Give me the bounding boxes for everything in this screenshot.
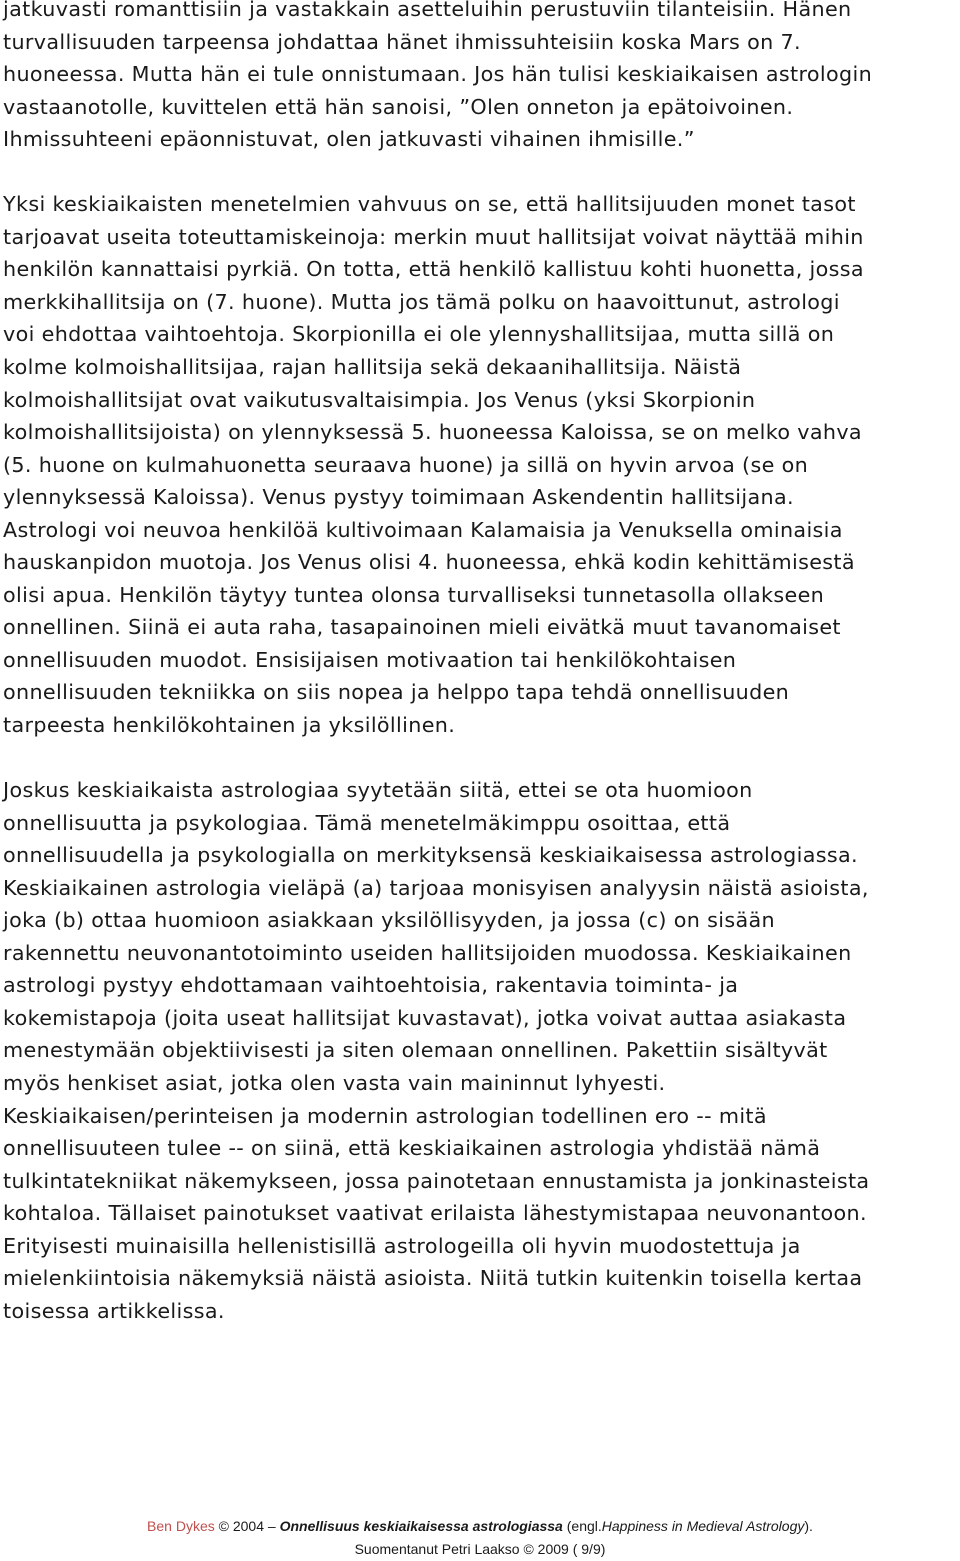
text-line: kolmoishallitsijat ovat vaikutusvaltaisimpia. Jos Venus (yksi Skorpionin: [3, 387, 756, 412]
document-page: [3, 0, 958, 1327]
text-line: joka (b) ottaa huomioon asiakkaan yksilöllisyyden, ja jossa (c) on sisään: [3, 908, 775, 933]
text-line: onnellinen. Siinä ei auta raha, tasapainoinen mieli eivätkä muut tavanomaiset: [3, 615, 841, 640]
page-footer-translator: Suomentanut Petri Laakso © 2009 ( 9/9): [354, 1541, 606, 1557]
text-line: Keskiaikainen astrologia vieläpä (a) tarjoaa monisyisen analyysin näistä asioista,: [3, 875, 869, 900]
text-line: henkilön kannattaisi pyrkiä. On totta, että henkilö kallistuu kohti huonetta, jossa: [3, 257, 864, 282]
text-line: onnellisuudella ja psykologialla on merkityksensä keskiaikaisessa astrologiassa.: [3, 843, 858, 868]
footer-engl-open: (engl.: [566, 1518, 602, 1534]
text-line: kokemistapoja (joita useat hallitsijat kuvastavat), jotka voivat auttaa asiakasta: [3, 1005, 847, 1030]
footer-engl-close: ).: [804, 1518, 813, 1534]
page-footer-citation: [0, 1518, 960, 1534]
footer-title: Onnellisuus keskiaikaisessa astrologiassa: [279, 1518, 563, 1534]
text-line: ylennyksessä Kaloissa). Venus pystyy toimimaan Askendentin hallitsijana.: [3, 485, 794, 510]
text-line: jatkuvasti romanttisiin ja vastakkain asetteluihin perustuviin tilanteisiin. Hänen: [3, 0, 852, 21]
text-line: Yksi keskiaikaisten menetelmien vahvuus on se, että hallitsijuuden monet tasot: [3, 192, 856, 217]
text-line: hauskanpidon muotoja. Jos Venus olisi 4. huoneessa, ehkä kodin kehittämisestä: [3, 550, 855, 575]
text-line: Joskus keskiaikaista astrologiaa syytetään siitä, ettei se ota huomioon: [3, 778, 753, 803]
text-line: (5. huone on kulmahuonetta seuraava huone) ja sillä on hyvin arvoa (se on: [3, 452, 809, 477]
text-line: vastaanotolle, kuvittelen että hän sanoisi, ”Olen onneton ja epätoivoinen.: [3, 94, 794, 119]
text-line: merkkihallitsija on (7. huone). Mutta jos tämä polku on haavoittunut, astrologi: [3, 289, 840, 314]
text-line: astrologi pystyy ehdottamaan vaihtoehtoisia, rakentavia toiminta- ja: [3, 973, 739, 998]
text-line: huoneessa. Mutta hän ei tule onnistumaan. Jos hän tulisi keskiaikaisen astrologin: [3, 62, 873, 87]
text-line: voi ehdottaa vaihtoehtoja. Skorpionilla ei ole ylennyshallitsijaa, mutta sillä on: [3, 322, 835, 347]
text-line: kolmoishallitsijoista) on ylennyksessä 5. huoneessa Kaloissa, se on melko vahva: [3, 420, 862, 445]
text-line: Astrologi voi neuvoa henkilöä kultivoimaan Kalamaisia ja Venuksella ominaisia: [3, 517, 843, 542]
paragraph: [3, 774, 958, 1327]
footer-dash: –: [267, 1518, 276, 1534]
text-line: tulkintatekniikat näkemykseen, jossa painotetaan ennustamista ja jonkinasteista: [3, 1168, 870, 1193]
paragraph: [3, 188, 958, 741]
text-line: onnellisuuteen tulee -- on siinä, että keskiaikainen astrologia yhdistää nämä: [3, 1136, 821, 1161]
text-line: turvallisuuden tarpeensa johdattaa hänet ihmissuhteisiin koska Mars on 7.: [3, 29, 801, 54]
text-line: kolme kolmoishallitsijaa, rajan hallitsija sekä dekaanihallitsija. Näistä: [3, 354, 742, 379]
paragraph: [3, 0, 958, 156]
text-line: kohtaloa. Tällaiset painotukset vaativat erilaista lähestymistapaa neuvonantoon.: [3, 1201, 867, 1226]
text-line: mielenkiintoisia näkemyksiä näistä asioista. Niitä tutkin kuitenkin toisella kertaa: [3, 1266, 863, 1291]
text-line: tarjoavat useita toteuttamiskeinoja: merkin muut hallitsijat voivat näyttää mihin: [3, 224, 864, 249]
text-line: myös henkiset asiat, jotka olen vasta vain maininnut lyhyesti.: [3, 1070, 666, 1095]
text-line: onnellisuuden tekniikka on siis nopea ja helppo tapa tehdä onnellisuuden: [3, 680, 790, 705]
text-line: rakennettu neuvonantotoiminto useiden hallitsijoiden muodossa. Keskiaikainen: [3, 940, 852, 965]
text-line: olisi apua. Henkilön täytyy tuntea olonsa turvalliseksi tunnetasolla ollakseen: [3, 582, 825, 607]
footer-english-title: Happiness in Medieval Astrology: [601, 1518, 805, 1534]
footer-copyright: © 2004: [218, 1518, 264, 1534]
text-line: toisessa artikkelissa.: [3, 1298, 225, 1323]
text-line: onnellisuutta ja psykologiaa. Tämä menetelmäkimppu osoittaa, että: [3, 810, 731, 835]
text-line: Keskiaikaisen/perinteisen ja modernin astrologian todellinen ero -- mitä: [3, 1103, 767, 1128]
text-line: onnellisuuden muodot. Ensisijaisen motivaation tai henkilökohtaisen: [3, 647, 737, 672]
footer-author: Ben Dykes: [147, 1518, 215, 1534]
text-line: tarpeesta henkilökohtainen ja yksilöllinen.: [3, 712, 456, 737]
text-line: Ihmissuhteeni epäonnistuvat, olen jatkuvasti vihainen ihmisille.”: [3, 127, 695, 152]
text-line: Erityisesti muinaisilla hellenistisillä astrologeilla oli hyvin muodostettuja ja: [3, 1233, 801, 1258]
text-line: menestymään objektiivisesti ja siten olemaan onnellinen. Pakettiin sisältyvät: [3, 1038, 828, 1063]
